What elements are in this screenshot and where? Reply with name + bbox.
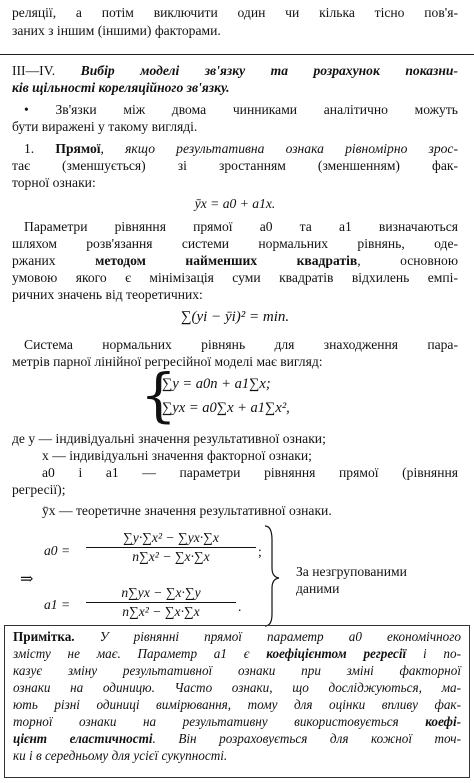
a1-denominator: n∑x² − ∑x·∑x: [122, 604, 200, 619]
section-heading-line-1: [12, 62, 458, 79]
note-line-6-pre: торної ознаки на результативну використовується: [13, 714, 426, 729]
bullet-symbol: •: [24, 102, 29, 117]
para2-line-2: шляхом розв'язання системи нормальних рівнянь, оде-: [12, 236, 458, 251]
para3-line-2: метрів парної лінійної регресійної моделі має вигляд:: [12, 354, 323, 369]
para2-line-4: умовою якого є мінімізація суми квадратів відхилень емпі-: [12, 270, 458, 285]
note-line-6: [13, 714, 461, 731]
para3-line-1: Система нормальних рівнянь для знаходження пара-: [24, 337, 458, 352]
elasticity-coef-part-2: цієнт еластичності: [13, 731, 153, 746]
note-line-2-pre: змісту не має. Параметр a1 є: [13, 646, 267, 661]
formula-min-squares: ∑(yi − ȳi)² = min.: [180, 309, 290, 325]
note-line-2: [13, 646, 461, 663]
item1-line-2: тає (зменшується) зі зростанням (зменшенням) фак-: [12, 158, 458, 173]
para2-line3-post: , основною: [357, 253, 458, 268]
item1-line-3: торної ознаки:: [12, 175, 96, 190]
def-x: x — індивідуальні значення факторної ознаки;: [42, 448, 312, 463]
def-y: де y — індивідуальні значення результативної ознаки;: [12, 431, 326, 446]
section-title-1: Вибір моделі зв'язку та розрахунок показни-: [80, 63, 458, 78]
a1-fraction: [86, 584, 236, 621]
implies-arrow: ⇒: [20, 571, 34, 588]
side-note-1: За незгрупованими: [296, 564, 407, 579]
para2-line-3: [12, 252, 458, 269]
def-params: a0 і a1 — параметри рівняння прямої (рівняння: [42, 465, 458, 480]
a0-semicolon: ;: [258, 544, 262, 559]
item1-bold: Прямої: [55, 141, 101, 156]
a0-fraction: [86, 529, 256, 566]
system-eq-2: ∑yx = a0∑x + a1∑x²,: [162, 400, 290, 416]
para2-line-5: ричних значень від теоретичних:: [12, 287, 203, 302]
note-line-3: казує зміну результативної ознаки при зміні факторної: [13, 663, 461, 678]
note-line-1-text: У рівнянні прямої параметр a0 економічного: [99, 629, 461, 644]
note-line-1: [13, 629, 461, 646]
section-number: III—IV.: [12, 63, 56, 78]
regression-coefficient: коефіцієнтом регресії: [266, 646, 407, 661]
para2-line3-pre: ржаних: [12, 253, 96, 268]
note-line-2-post: і по-: [406, 646, 461, 661]
note-line-7: [13, 731, 461, 748]
section-title-2: ків щільності кореляційного зв'язку.: [12, 80, 230, 95]
a1-period: .: [238, 599, 242, 614]
a0-label: a0 =: [44, 543, 71, 558]
separator-line: [0, 54, 474, 55]
note-line-7-post: . Він розраховується для кожної точ-: [152, 731, 461, 746]
formula-linear: ȳx = a0 + a1x.: [194, 196, 276, 211]
top-line-2: заних з іншим (іншими) факторами.: [12, 23, 221, 38]
a0-numerator: ∑y·∑x² − ∑yx·∑x: [86, 529, 256, 548]
system-eq-1: ∑y = a0n + a1∑x;: [162, 376, 271, 392]
note-box: [4, 625, 470, 778]
item1-line-1: [24, 140, 458, 157]
item1-number: 1.: [24, 141, 35, 156]
top-line-1: реляції, а потім виключити один чи кілька тісно пов'я-: [12, 5, 458, 20]
a1-numerator: n∑yx − ∑x·∑y: [86, 584, 236, 603]
bullet-line-1: [24, 101, 458, 118]
bullet-text-1: Зв'язки між двома чинниками аналітично можуть: [55, 102, 458, 117]
def-params-cont: регресії);: [12, 482, 66, 497]
bullet-line-2: бути виражені у такому вигляді.: [12, 119, 198, 134]
def-yx: ȳx — теоретичне значення результативної ознаки.: [42, 503, 332, 518]
a1-label: a1 =: [44, 597, 71, 612]
elasticity-coef-part-1: коефі-: [425, 714, 461, 729]
method-least-squares: методом найменших квадратів: [95, 253, 358, 268]
note-line-4: ознаки на одиницю. Часто ознаки, що досліджуються, ма-: [13, 680, 461, 695]
system-brace: {: [140, 361, 177, 429]
note-line-8: ки і в середньому для усієї сукупності.: [13, 748, 228, 763]
item1-text-1: , якщо результативна ознака рівномірно зрос-: [100, 141, 458, 156]
note-line-5: ють різні одиниці вимірювання, тому для оцінки впливу фак-: [13, 697, 461, 712]
note-title: Примітка.: [13, 629, 75, 644]
a0-denominator: n∑x² − ∑x·∑x: [132, 549, 210, 564]
para2-line-1: Параметри рівняння прямої a0 та a1 визначаються: [24, 219, 458, 234]
side-note-2: даними: [296, 581, 340, 596]
